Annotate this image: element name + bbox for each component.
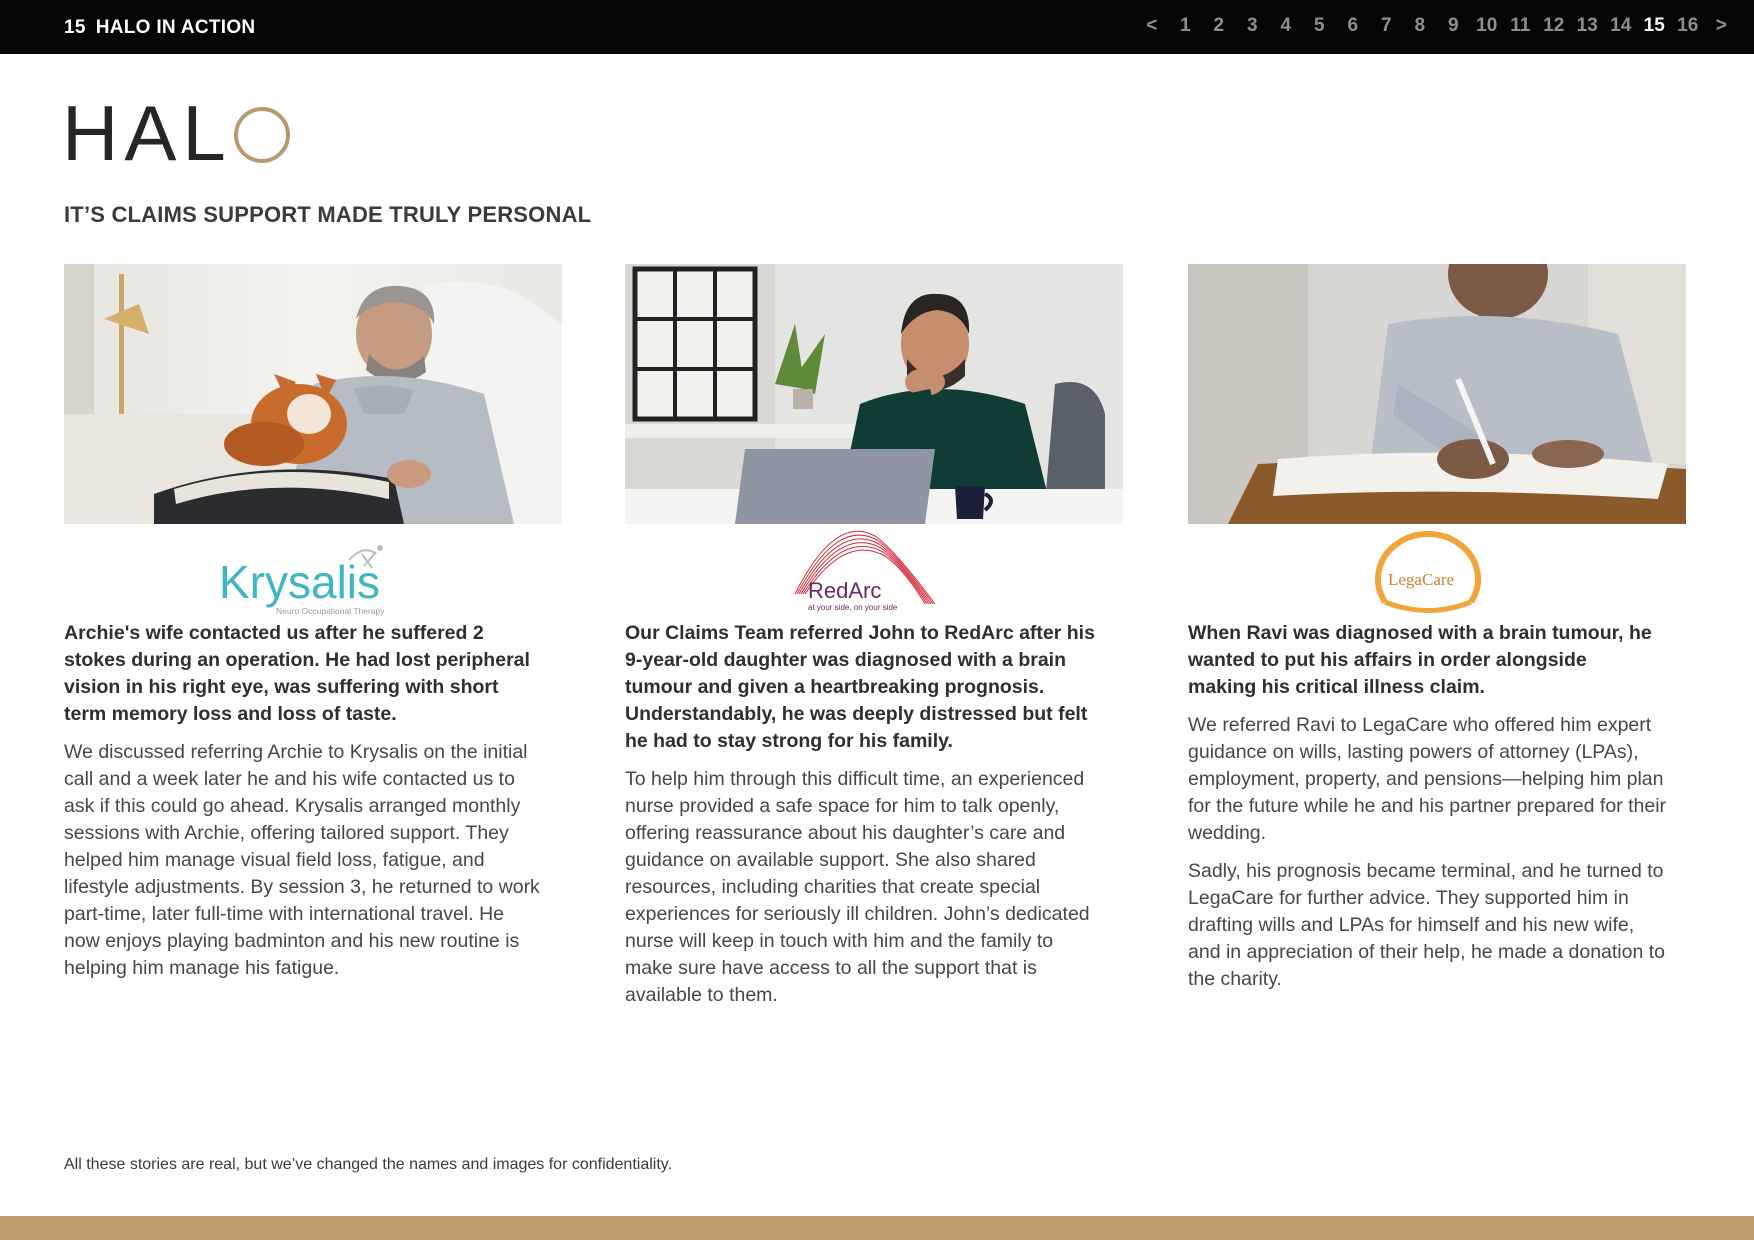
story-body-archie: We discussed referring Archie to Krysalis on the initial call and a week later he and his wife contacted us to ask if this could go ahead. Krysalis arranged monthly sessions with Archie, offering tailored support. They helped him manage visual field loss, fatigue, and lifestyle adjustments. By session 3, he returned to work part-time, later full-time with international travel. He now enjoys playing badminton and his new routine is helping him manage his fatigue.	[64, 741, 540, 979]
page-tagline: IT’S CLAIMS SUPPORT MADE TRULY PERSONAL	[64, 202, 592, 227]
halo-logo-letters: HAL	[62, 89, 232, 177]
redarc-logo	[625, 524, 1123, 620]
halo-logo	[62, 89, 290, 177]
halo-logo-o-ring	[234, 107, 290, 163]
story-card-archie	[64, 264, 562, 982]
krysalis-wordmark: Krysalis	[219, 556, 381, 608]
story-body-ravi-1: We referred Ravi to LegaCare who offered him expert guidance on wills, lasting powers of attorney (LPAs), employment, property, and pensions—helping him plan for the future while he and his partner prepared for their wedding.	[1188, 714, 1667, 844]
story-photo-woman-writing	[1188, 264, 1686, 524]
legacare-logo	[1188, 524, 1686, 620]
page-link-4[interactable]: 4	[1280, 15, 1292, 36]
story-lead-archie: Archie's wife contacted us after he suffered 2 stokes during an operation. He had lost peripheral vision in his right eye, was suffering with short term memory loss and loss of taste.	[64, 622, 530, 725]
section-number: 15	[64, 17, 86, 38]
next-page-button[interactable]: >	[1715, 15, 1727, 36]
page-link-10[interactable]: 10	[1476, 15, 1498, 36]
page-link-2[interactable]: 2	[1213, 15, 1225, 36]
page-link-1[interactable]: 1	[1179, 15, 1191, 36]
redarc-wordmark: RedArc	[808, 578, 882, 603]
story-card-john	[625, 264, 1123, 1009]
page-link-12[interactable]: 12	[1543, 15, 1565, 36]
page-navigation	[1135, 15, 1738, 37]
top-bar	[0, 0, 1754, 54]
page-link-3[interactable]: 3	[1246, 15, 1258, 36]
confidentiality-footnote: All these stories are real, but we’ve changed the names and images for confidentiality.	[64, 1156, 673, 1173]
page-link-9[interactable]: 9	[1447, 15, 1459, 36]
story-photo-man-at-laptop	[625, 264, 1123, 524]
story-lead-ravi: When Ravi was diagnosed with a brain tumour, he wanted to put his affairs in order alongside making his critical illness claim.	[1188, 622, 1652, 698]
footer-gold-bar	[0, 1216, 1754, 1240]
page-link-7[interactable]: 7	[1380, 15, 1392, 36]
page-link-16[interactable]: 16	[1677, 15, 1699, 36]
krysalis-subtitle: Neuro Occupational Therapy	[276, 606, 385, 616]
page-link-8[interactable]: 8	[1414, 15, 1426, 36]
page-link-5[interactable]: 5	[1313, 15, 1325, 36]
section-title	[64, 17, 255, 39]
page-link-11[interactable]: 11	[1510, 15, 1531, 36]
story-body-john: To help him through this difficult time, an experienced nurse provided a safe space for him to talk openly, offering reassurance about his daughter’s care and guidance on available support. She also shared resources, including charities that create special experiences for seriously ill children. John’s dedicated nurse will keep in touch with him and the family to make sure have access to all the support that is available to them.	[625, 768, 1090, 1006]
krysalis-logo	[64, 524, 562, 620]
story-photo-man-with-dog	[64, 264, 562, 524]
story-body-ravi-2: Sadly, his prognosis became terminal, and he turned to LegaCare for further advice. They supported him in drafting wills and LPAs for himself and his new wife, and in appreciation of their help, he made a donation to the charity.	[1188, 860, 1666, 990]
page-link-6[interactable]: 6	[1347, 15, 1359, 36]
section-label: HALO IN ACTION	[95, 17, 256, 38]
story-card-ravi	[1188, 264, 1686, 993]
page-link-14[interactable]: 14	[1610, 15, 1632, 36]
page-link-15-current[interactable]: 15	[1643, 15, 1665, 36]
story-lead-john: Our Claims Team referred John to RedArc after his 9-year-old daughter was diagnosed with a brain tumour and given a heartbreaking prognosis. Understandably, he was deeply distressed but felt he had to stay strong for his family.	[625, 622, 1095, 752]
redarc-subtitle: at your side, on your side	[808, 603, 898, 612]
prev-page-button[interactable]: <	[1146, 15, 1158, 36]
legacare-wordmark: LegaCare	[1388, 570, 1455, 589]
page-link-13[interactable]: 13	[1576, 15, 1598, 36]
